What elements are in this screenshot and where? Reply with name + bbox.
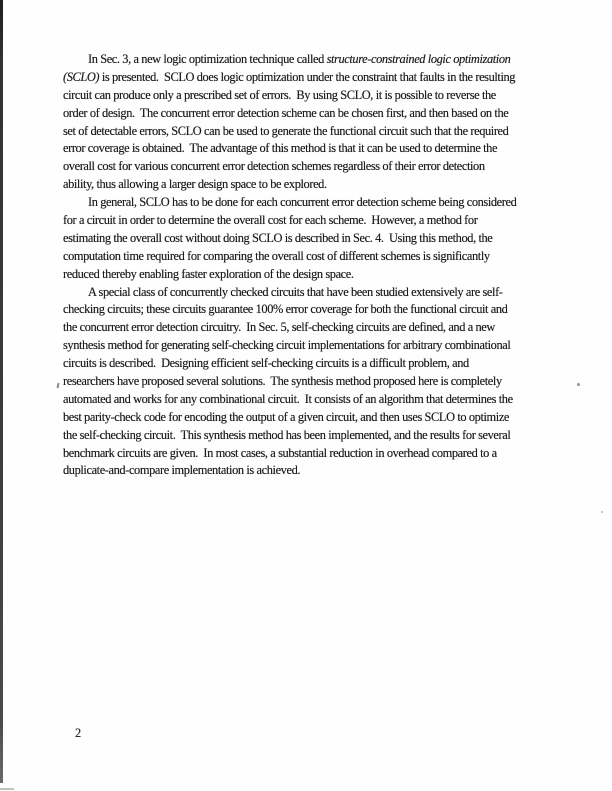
text-line: ability, thus allowing a larger design space to be explored.: [63, 177, 327, 192]
text-line: error coverage is obtained. The advantage of this method is that it can be used to determine the: [63, 141, 498, 156]
text-line: overall cost for various concurrent error detection schemes regardless of their error detection: [63, 159, 485, 174]
text-line: set of detectable errors, SCLO can be used to generate the functional circuit such that the required: [63, 123, 509, 138]
text-line: synthesis method for generating self-checking circuit implementations for arbitrary combinational: [63, 338, 511, 353]
text-run: In Sec. 3, a new logic optimization technique called: [88, 52, 327, 66]
text-line: computation time required for comparing the overall cost of different schemes is significantly: [63, 248, 490, 263]
text-line: reduced thereby enabling faster exploration of the design space.: [63, 266, 354, 281]
scan-smudge-artifact: [0, 788, 14, 790]
italic-term: structure-constrained logic optimization: [326, 52, 511, 66]
text-line: estimating the overall cost without doing SCLO is described in Sec. 4. Using this method, the: [63, 230, 493, 245]
italic-term: (SCLO): [63, 69, 100, 84]
scan-speck-dot: [577, 383, 580, 386]
scan-edge-artifact: [0, 0, 3, 783]
text-line: [63, 51, 549, 69]
text-line: circuit can produce only a prescribed set of errors. By using SCLO, it is possible to reverse the: [63, 87, 496, 102]
scan-speck-tick: [56, 383, 59, 388]
text-line: checking circuits; these circuits guarantee 100% error coverage for both the functional circuit and: [63, 302, 508, 317]
page-number: 2: [75, 726, 82, 740]
scan-speck-small: [601, 511, 603, 513]
text-run: is presented. SCLO does logic optimization under the constraint that faults in the resulting: [99, 69, 516, 84]
text-line: the concurrent error detection circuitry. In Sec. 5, self-checking circuits are defined, and a new: [63, 320, 495, 335]
text-line: In general, SCLO has to be done for each concurrent error detection scheme being considered: [88, 195, 517, 210]
text-line: [63, 69, 549, 87]
text-line: order of design. The concurrent error detection scheme can be chosen first, and then based on the: [63, 105, 509, 120]
text-line: A special class of concurrently checked circuits that have been studied extensively are self-: [88, 284, 503, 299]
paragraph-sclo-per-scheme-cost: [63, 194, 549, 283]
paragraph-sclo-introduction: [63, 51, 549, 194]
text-line: duplicate-and-compare implementation is achieved.: [63, 463, 301, 478]
paragraph-self-checking-circuits: [63, 284, 549, 481]
body-text-block: [63, 51, 549, 480]
text-line: benchmark circuits are given. In most cases, a substantial reduction in overhead compared to a: [63, 445, 497, 460]
text-line: the self-checking circuit. This synthesis method has been implemented, and the results for several: [63, 427, 511, 442]
text-line: best parity-check code for encoding the output of a given circuit, and then uses SCLO to optimize: [63, 409, 510, 424]
text-line: researchers have proposed several solutions. The synthesis method proposed here is completely: [63, 374, 502, 389]
text-line: circuits is described. Designing efficient self-checking circuits is a difficult problem, and: [63, 356, 469, 371]
text-line: automated and works for any combinational circuit. It consists of an algorithm that determines the: [63, 391, 513, 406]
text-line: for a circuit in order to determine the overall cost for each scheme. However, a method for: [63, 213, 478, 228]
